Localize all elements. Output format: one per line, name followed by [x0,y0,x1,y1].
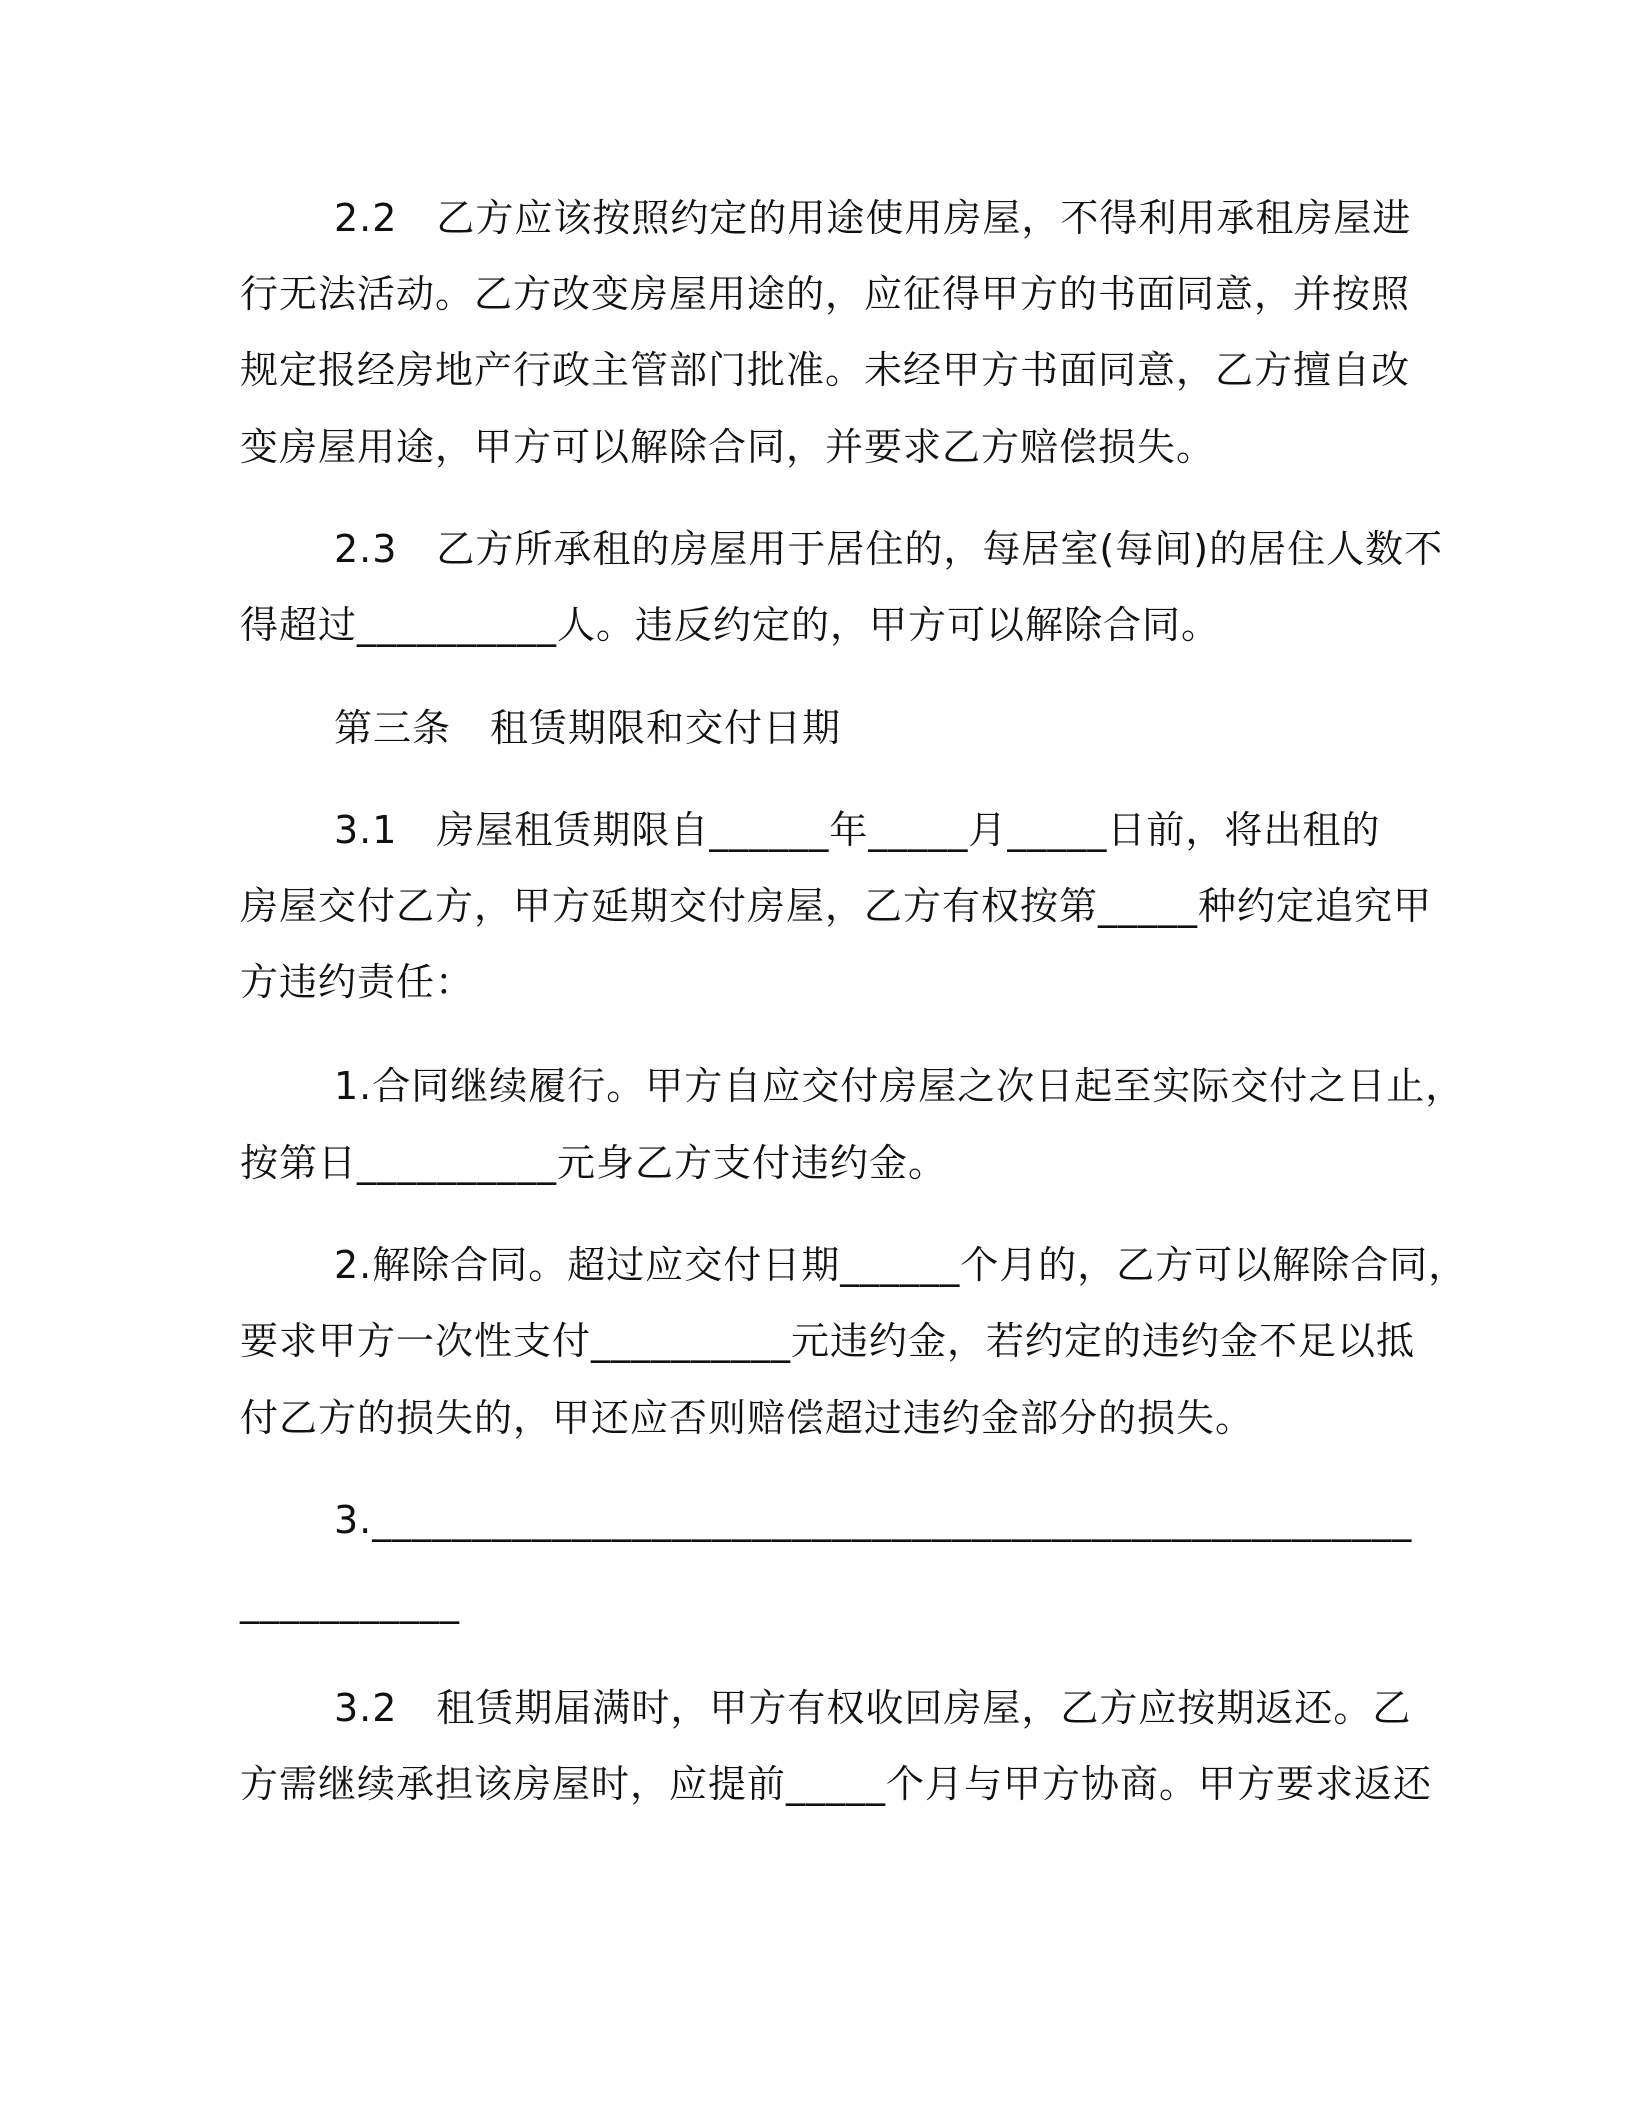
option-3-line-1: 3.____________________________________________________ [334,1498,1413,1542]
option-3-line-2: ___________ [240,1580,460,1624]
clause-3-1-line-3: 方违约责任： [240,960,475,1004]
option-1-line-1: 1.合同继续履行。甲方自应交付房屋之次日起至实际交付之日止， [334,1064,1465,1108]
option-2-line-2: 要求甲方一次性支付__________元违约金，若约定的违约金不足以抵 [240,1319,1416,1363]
clause-2-2-line-2: 行无法活动。乙方改变房屋用途的，应征得甲方的书面同意，并按照 [240,272,1411,316]
option-2-line-1: 2.解除合同。超过应交付日期______个月的，乙方可以解除合同， [334,1243,1468,1287]
clause-2-3-line-2: 得超过__________人。违反约定的，甲方可以解除合同。 [240,603,1221,647]
clause-2-2-line-4: 变房屋用途，甲方可以解除合同，并要求乙方赔偿损失。 [240,425,1216,469]
clause-2-2-line-1: 2.2 乙方应该按照约定的用途使用房屋，不得利用承租房屋进 [334,196,1412,240]
option-2-line-3: 付乙方的损失的，甲还应否则赔偿超过违约金部分的损失。 [240,1396,1255,1440]
clause-2-3-line-1: 2.3 乙方所承租的房屋用于居住的，每居室(每间)的居住人数不 [334,527,1444,571]
clause-3-1-line-1: 3.1 房屋租赁期限自______年_____月_____日前，将出租的 [334,808,1381,852]
clause-2-2-line-3: 规定报经房地产行政主管部门批准。未经甲方书面同意，乙方擅自改 [240,348,1411,392]
option-1-line-2: 按第日__________元身乙方支付违约金。 [240,1141,948,1185]
article-3-heading: 第三条 租赁期限和交付日期 [334,706,842,750]
clause-3-2-line-2: 方需继续承担该房屋时，应提前_____个月与甲方协商。甲方要求返还 [240,1762,1433,1806]
clause-3-1-line-2: 房屋交付乙方，甲方延期交付房屋，乙方有权按第_____种约定追究甲 [240,884,1433,928]
clause-3-2-line-1: 3.2 租赁期届满时，甲方有权收回房屋，乙方应按期返还。乙 [334,1686,1412,1730]
